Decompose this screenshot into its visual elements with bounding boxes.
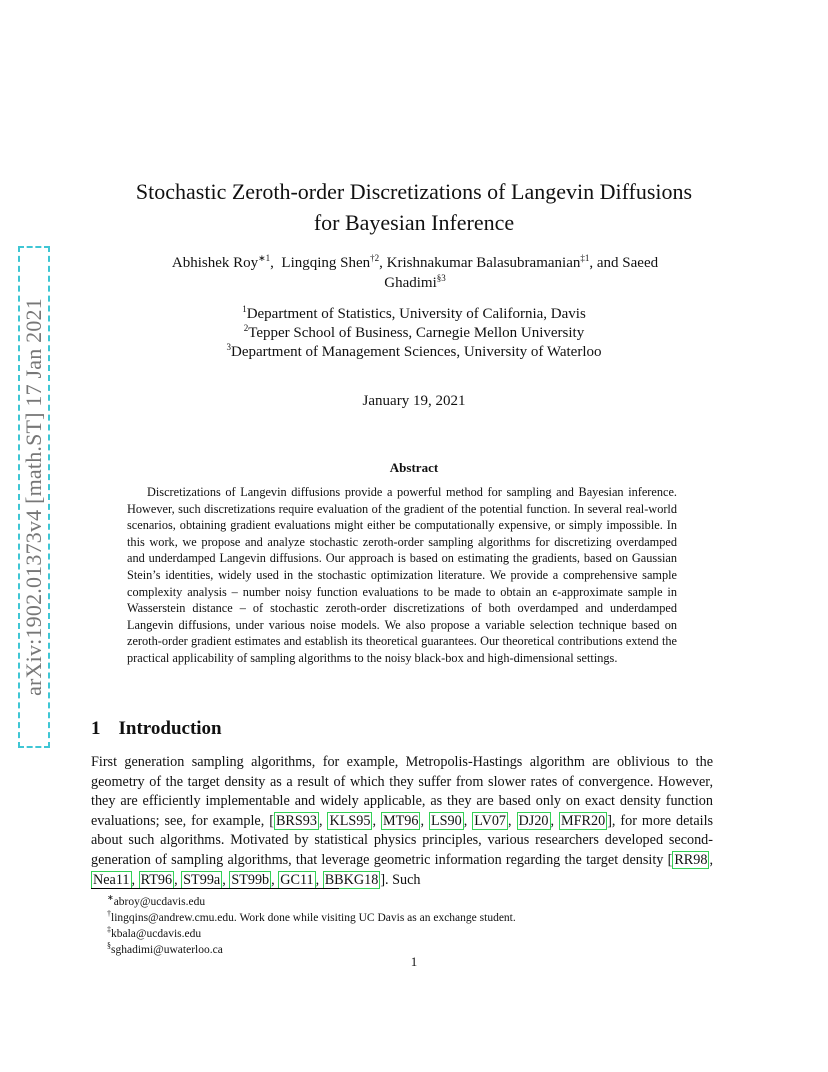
citation-link[interactable]: MT96 (382, 812, 419, 829)
intro-text-1: First generation sampling algorithms, for example, Metropolis-Hastings algorithm are oblivious to the geometry of the target density as a result of which they suffer from slower rates of convergence. However, they are efficiently implementable and widely applicable, as they are based only on exact density function evaluations; see, for example, [ (91, 754, 713, 829)
section-number: 1 (91, 718, 101, 739)
author-list: Abhishek Roy$^{∗1}$, Lingqing Shen$^{\dagger 2}$, Krishnakumar Balasubramanian$^{\ddagger 1}$, and Saeed Ghadimi$^{\S 3}$ (171, 253, 659, 291)
paper-title (0, 176, 828, 238)
affiliation-2 (0, 324, 828, 343)
citation-link[interactable]: LS90 (430, 812, 462, 829)
footnote-1-text: abroy@ucdavis.edu (113, 896, 206, 908)
citation-link[interactable]: KLS95 (329, 812, 371, 829)
footnote-4-text: sghadimi@uwaterloo.ca (111, 944, 223, 956)
author-ghadimi: Ghadimi (384, 275, 437, 291)
author-and-saeed: and Saeed (596, 255, 659, 271)
footnote-rule (91, 888, 339, 889)
affiliation-3-mark: 3 (226, 342, 231, 352)
citation-link[interactable]: RR98 (674, 851, 708, 868)
footnote-1-mark: ∗ (107, 893, 114, 903)
footnote-1 (107, 894, 516, 910)
citation-link[interactable]: GC11 (280, 871, 314, 888)
citation-link[interactable]: BBKG18 (324, 871, 379, 888)
citation-link[interactable]: MFR20 (561, 812, 606, 829)
title-line-2: for Bayesian Inference (313, 210, 515, 235)
introduction-paragraph: First generation sampling algorithms, for example, Metropolis-Hastings algorithm are oblivious to the geometry of the target density as a result of which they suffer from slower rates of convergence. However, they are efficiently implementable and widely applicable, as they are based only on exact density function evaluations; see, for example, [ BRS93 , KLS95 , MT96 , LS90 , LV07 , DJ20 , MFR20 ], for more details about such algorithms. Motivated by statistical physics principles, various researchers developed second-generation of sampling algorithms, that leverage geometric information regarding the target density [ RR98 , Nea11 , RT96 , ST99a , ST99b , GC11 , BBKG18 ]. Such (91, 754, 714, 888)
author-ghadimi-mark[interactable]: §3 (436, 273, 446, 283)
footnote-3 (107, 926, 516, 942)
section-title: Introduction (118, 718, 222, 739)
footnote-2-text: lingqins@andrew.cmu.edu. Work done while visiting UC Davis as an exchange student. (111, 912, 516, 924)
citation-link[interactable]: LV07 (474, 812, 507, 829)
footnote-2 (107, 910, 516, 926)
footnote-4-mark: § (107, 941, 111, 951)
author-roy-mark[interactable]: ∗1 (258, 253, 271, 263)
affiliation-1-mark: 1 (242, 304, 247, 314)
author-roy: Abhishek Roy (171, 255, 259, 271)
footnotes (107, 894, 516, 958)
abstract-heading: Abstract (389, 460, 439, 475)
intro-text-2: ], for more details about such algorithms. Motivated by statistical physics principles, various researchers developed second-generation of sampling algorithms, that leverage geometric information regarding the target density [ (91, 812, 714, 868)
citation-link[interactable]: RT96 (140, 871, 173, 888)
citation-link[interactable]: BRS93 (275, 812, 317, 829)
affiliation-2-mark: 2 (243, 323, 249, 333)
abstract-body: Discretizations of Langevin diffusions provide a powerful method for sampling and Bayesian inference. However, such discretizations require evaluation of the gradient of the potential function. In several real-world scenarios, obtaining gradient evaluations might either be computationally expensive, or simply impossible. In this work, we propose and analyze stochastic zeroth-order sampling algorithms for discretizing overdamped and underdamped Langevin diffusions. Our approach is based on estimating the gradients, based on Gaussian Stein’s identities, widely used in the stochastic optimization literature. We provide a comprehensive sample complexity analysis – number noisy function evaluations to be made to obtain an ϵ-approximate sample in Wasserstein distance – of stochastic zeroth-order discretizations of both overdamped and underdamped Langevin diffusions, under various noise models. We also propose a variable selection technique based on zeroth-order gradient estimates and establish its theoretical guarantees. Our theoretical contributions extend the practical applicability of sampling algorithms to the noisy black-box and high-dimensional settings. (127, 485, 677, 665)
author-shen: Lingqing Shen (281, 255, 371, 271)
citation-link[interactable]: ST99a (183, 871, 221, 888)
affiliation-1 (0, 305, 828, 324)
affiliations (0, 305, 828, 362)
title-line-1: Stochastic Zeroth-order Discretizations of Langevin Diffusions (135, 179, 693, 204)
citation-link[interactable]: Nea11 (93, 871, 130, 888)
author-balasubramanian: Krishnakumar Balasubramanian (386, 255, 581, 271)
footnote-3-text: kbala@ucdavis.edu (111, 928, 202, 940)
author-shen-mark[interactable]: †2 (370, 253, 380, 263)
citation-link[interactable]: ST99b (231, 871, 270, 888)
intro-text-3: ]. Such (380, 871, 421, 888)
affiliation-1-text: Department of Statistics, University of California, Davis (246, 306, 586, 322)
affiliation-3 (0, 343, 828, 362)
affiliation-3-text: Department of Management Sciences, University of Waterloo (231, 344, 602, 360)
paper-date: January 19, 2021 (362, 393, 466, 409)
page-number: 1 (410, 954, 418, 969)
author-balasubramanian-mark[interactable]: ‡1 (580, 253, 590, 263)
section-heading (91, 718, 222, 740)
citation-link[interactable]: DJ20 (518, 812, 549, 829)
footnote-3-mark: ‡ (107, 925, 111, 935)
affiliation-2-text: Tepper School of Business, Carnegie Mellon University (248, 325, 585, 341)
arxiv-identifier-text: arXiv:1902.01373v4 [math.ST] 17 Jan 2021 (21, 298, 47, 696)
footnote-2-mark: † (107, 909, 111, 919)
